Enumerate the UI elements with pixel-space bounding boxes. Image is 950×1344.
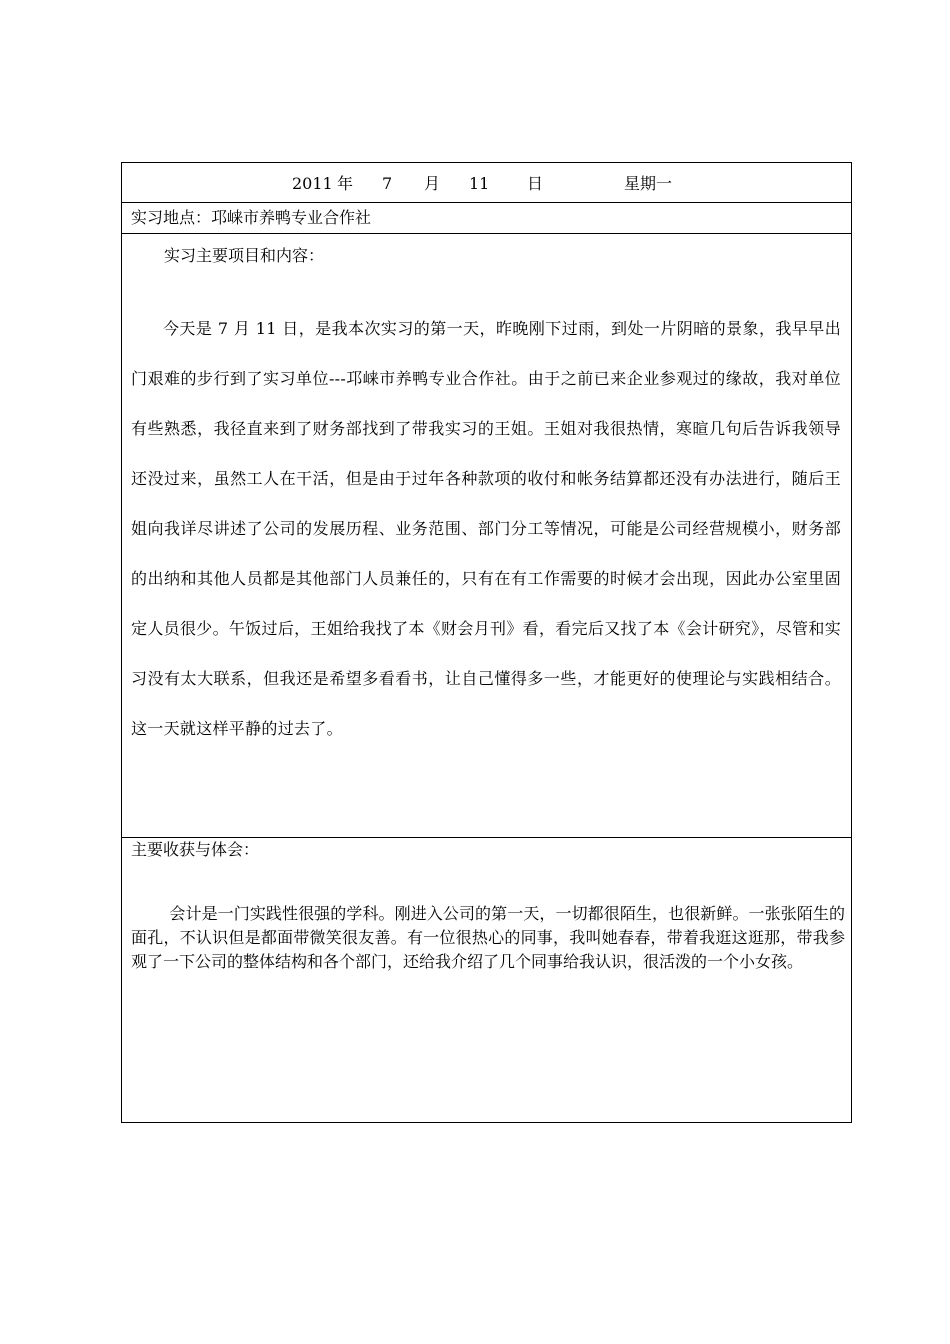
date-month-unit: 月 <box>424 174 441 193</box>
content-row <box>122 234 851 838</box>
location-text: 实习地点：邛崃市养鸭专业合作社 <box>131 208 372 227</box>
content-body: 今天是 7 月 11 日，是我本次实习的第一天，昨晚刚下过雨，到处一片阴暗的景象，我早早出门艰难的步行到了实习单位---邛崃市养鸭专业合作社。由于之前已来企业参观过的缘故，我对单位有些熟悉，我径直来到了财务部找到了带我实习的王姐。王姐对我很热情，寒暄几句后告诉我领导还没过来，虽然工人在干活，但是由于过年各种款项的收付和帐务结算都还没有办法进行，随后王姐向我详尽讲述了公司的发展历程、业务范围、部门分工等情况，可能是公司经营规模小，财务部的出纳和其他人员都是其他部门人员兼任的，只有在有工作需要的时候才会出现，因此办公室里固定人员很少。午饭过后，王姐给我找了本《财会月刊》看，看完后又找了本《会计研究》，尽管和实习没有太大联系，但我还是希望多看看书，让自己懂得多一些，才能更好的使理论与实践相结合。这一天就这样平静的过去了。 <box>131 319 841 738</box>
date-row <box>122 163 851 203</box>
gains-heading: 主要收获与体会： <box>131 840 260 859</box>
internship-log-table <box>121 162 852 1123</box>
gains-row <box>122 838 851 1122</box>
date-month: 7 <box>382 174 393 193</box>
date-day-unit: 日 <box>527 174 544 193</box>
date-year: 2011 <box>292 174 333 193</box>
date-year-unit: 年 <box>337 174 354 193</box>
gains-body: 会计是一门实践性很强的学科。刚进入公司的第一天，一切都很陌生，也很新鲜。一张张陌生的面孔，不认识但是都面带微笑很友善。有一位很热心的同事，我叫她春春，带着我逛这逛那，带我参观了一下公司的整体结构和各个部门，还给我介绍了几个同事给我认识，很活泼的一个小女孩。 <box>131 904 845 971</box>
location-row <box>122 203 851 234</box>
date-line <box>122 173 851 195</box>
date-day: 11 <box>469 174 490 193</box>
content-heading: 实习主要项目和内容： <box>164 246 325 265</box>
date-weekday: 星期一 <box>624 174 673 193</box>
